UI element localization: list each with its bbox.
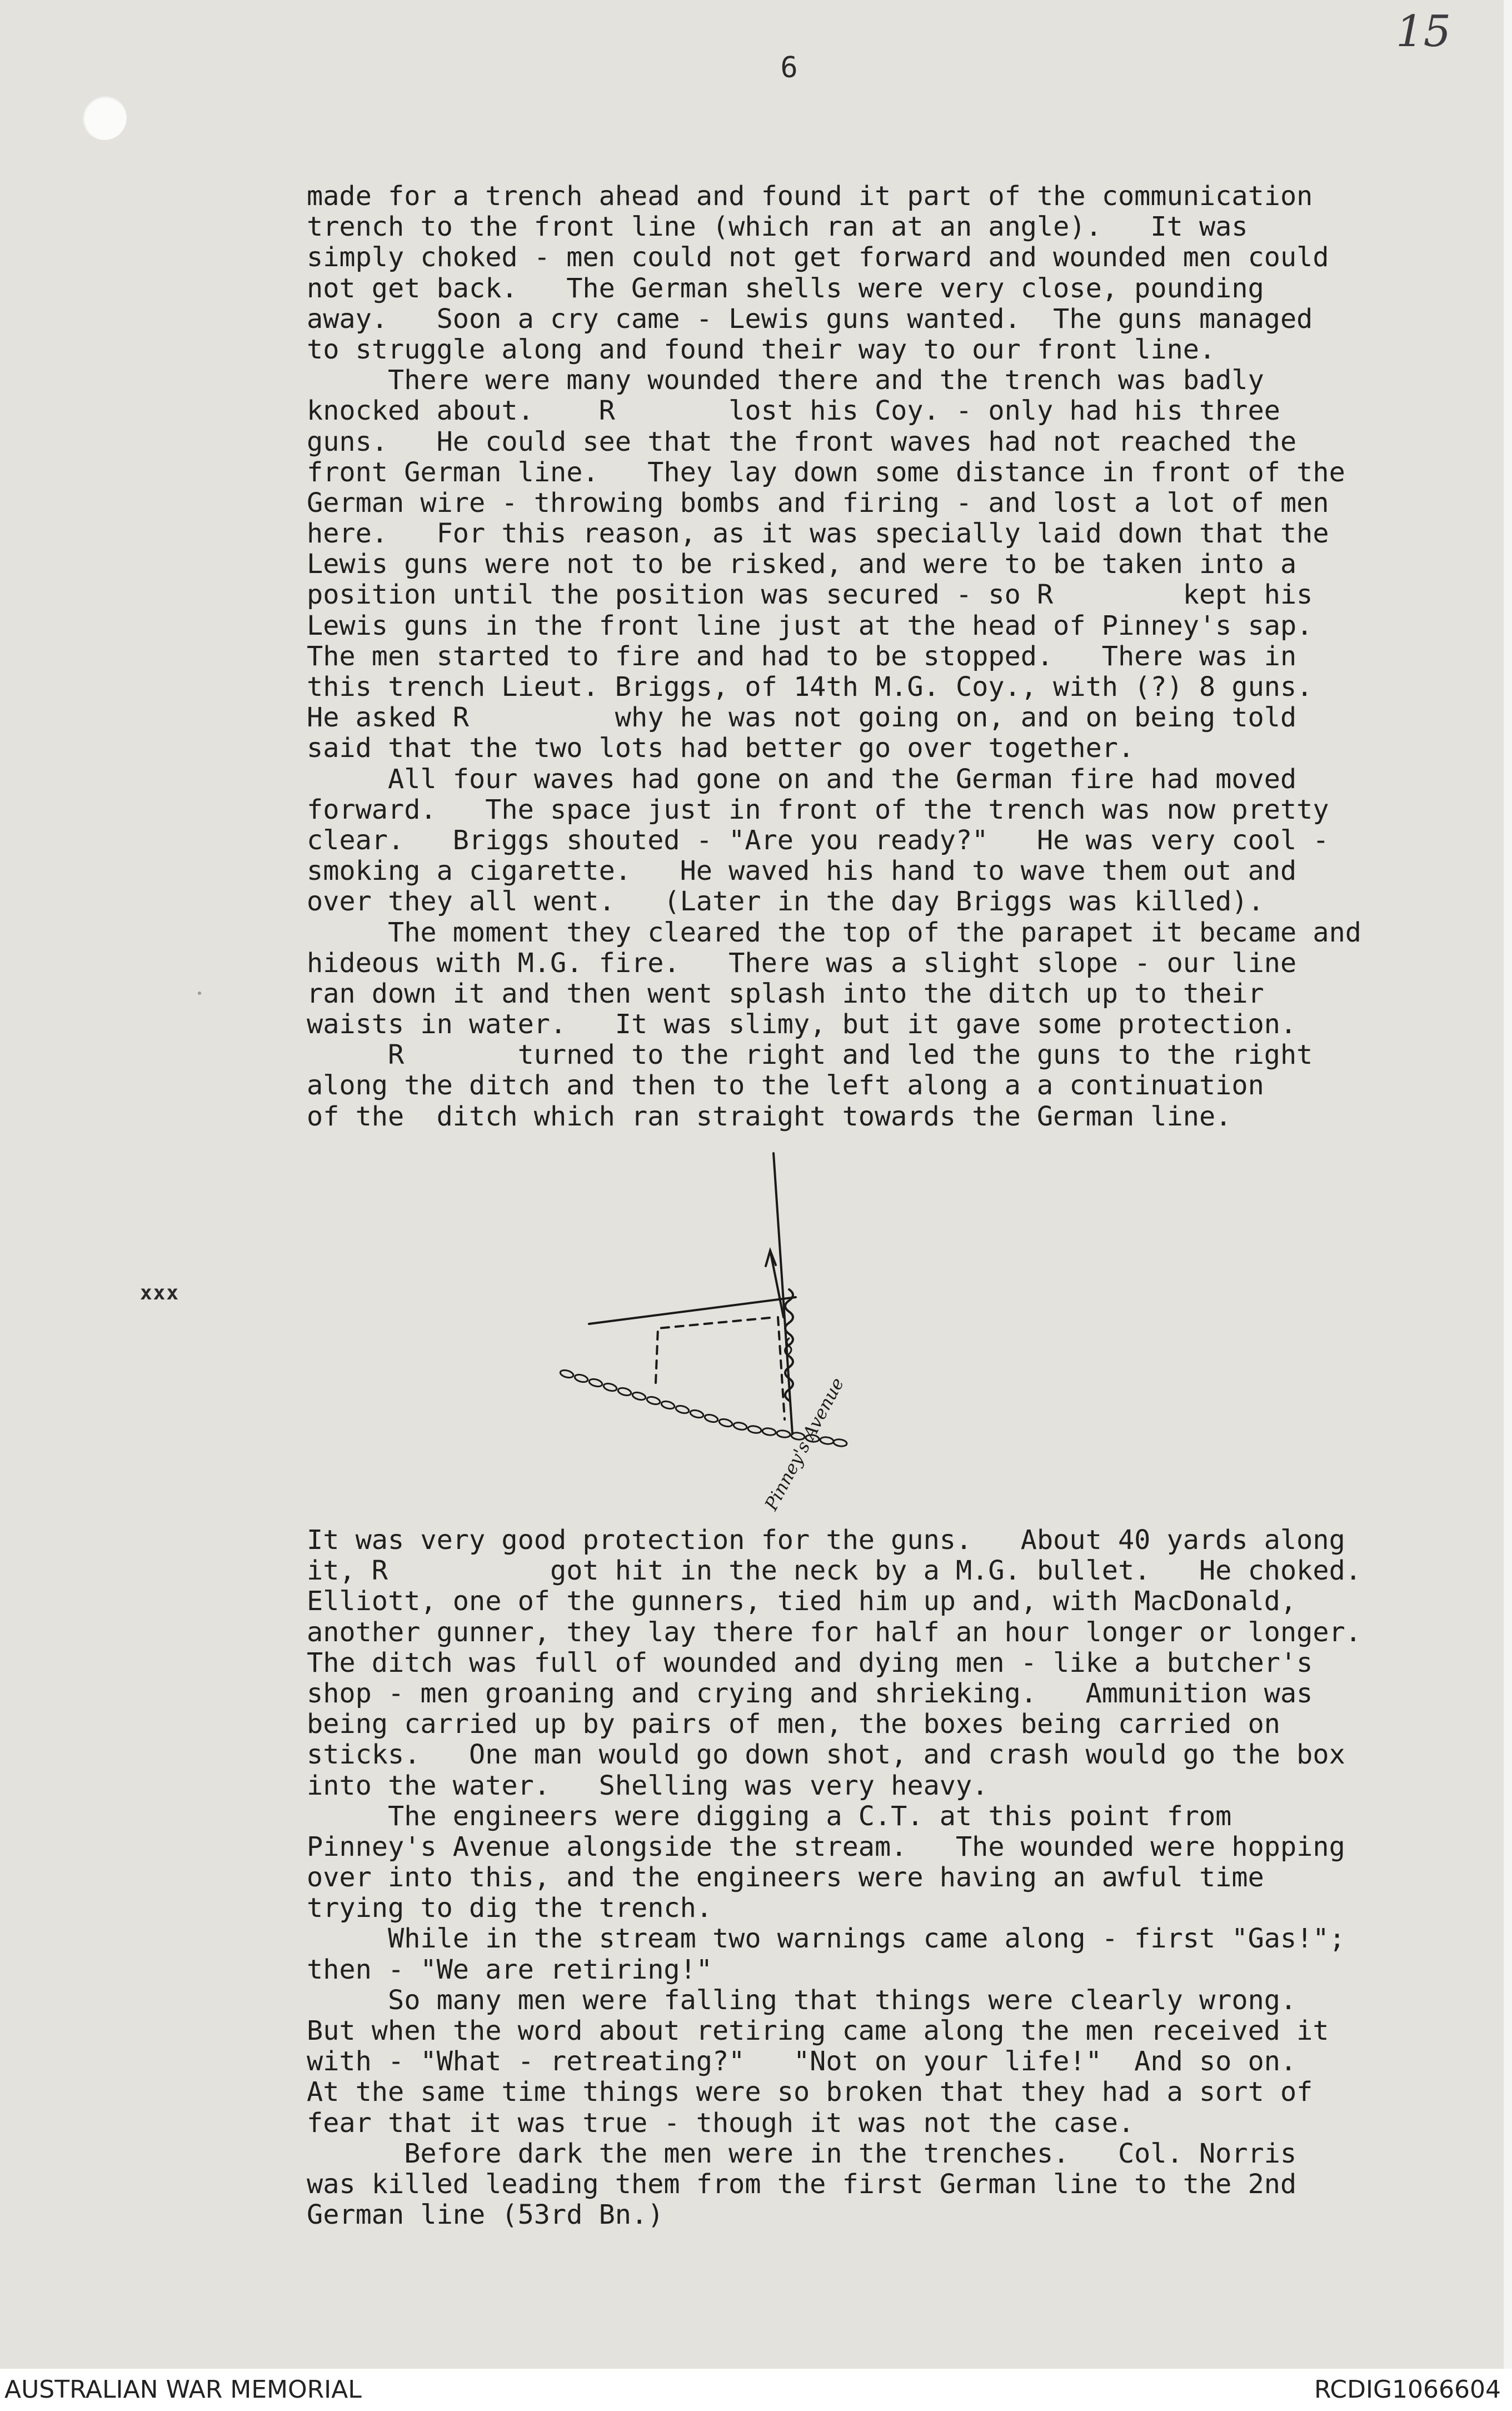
archive-footer — [0, 2369, 1512, 2411]
text-line: fear that it was true - though it was not the case. — [307, 2107, 1135, 2139]
text-line: another gunner, they lay there for half an hour longer or longer. — [307, 1616, 1361, 1648]
text-line: The men started to fire and had to be stopped. There was in — [307, 640, 1297, 672]
pinneys-avenue-label: Pinney's Avenue — [760, 1374, 849, 1514]
typed-text-upper — [307, 181, 1507, 1132]
text-line: hideous with M.G. fire. There was a slight slope - our line — [307, 947, 1297, 979]
trench-sketch-diagram — [556, 1150, 911, 1534]
text-line: sticks. One man would go down shot, and crash would go the box — [307, 1739, 1345, 1771]
text-line: front German line. They lay down some distance in front of the — [307, 456, 1345, 488]
text-line: shop - men groaning and crying and shrieking. Ammunition was — [307, 1677, 1313, 1709]
footer-institution: AUSTRALIAN WAR MEMORIAL — [4, 2375, 362, 2404]
text-line: ran down it and then went splash into the ditch up to their — [307, 978, 1264, 1009]
text-line: it, R got hit in the neck by a M.G. bullet. He choked. — [307, 1555, 1361, 1587]
text-line: being carried up by pairs of men, the boxes being carried on — [307, 1708, 1280, 1740]
dashed-route-down — [778, 1317, 785, 1419]
punch-hole — [82, 96, 127, 140]
text-line: over they all went. (Later in the day Briggs was killed). — [307, 886, 1264, 918]
text-line: All four waves had gone on and the German fire had moved — [307, 763, 1297, 795]
dashed-route — [656, 1317, 776, 1383]
text-line: away. Soon a cry came - Lewis guns wanted. The guns managed — [307, 303, 1313, 335]
text-line: along the ditch and then to the left along a a continuation — [307, 1070, 1264, 1102]
text-line: It was very good protection for the guns. About 40 yards along — [307, 1525, 1345, 1556]
text-line: The engineers were digging a C.T. at this point from — [307, 1800, 1232, 1832]
text-line: Lewis guns were not to be risked, and were to be taken into a — [307, 549, 1297, 580]
text-line: The ditch was full of wounded and dying men - like a butcher's — [307, 1647, 1313, 1678]
text-line: here. For this reason, as it was specially laid down that the — [307, 518, 1329, 550]
text-line: this trench Lieut. Briggs, of 14th M.G. Coy., with (?) 8 guns. — [307, 671, 1313, 703]
text-line: forward. The space just in front of the trench was now pretty — [307, 794, 1329, 825]
text-line: then - "We are retiring!" — [307, 1954, 712, 1985]
text-line: Pinney's Avenue alongside the stream. The wounded were hopping — [307, 1831, 1345, 1862]
text-line: smoking a cigarette. He waved his hand to wave them out and — [307, 855, 1297, 887]
text-line: He asked R why he was not going on, and on being told — [307, 702, 1297, 734]
text-line: There were many wounded there and the trench was badly — [307, 365, 1264, 396]
text-line: At the same time things were so broken that they had a sort of — [307, 2076, 1313, 2108]
text-line: R turned to the right and led the guns to the right — [307, 1039, 1313, 1071]
text-line: While in the stream two warnings came along - first "Gas!"; — [307, 1923, 1345, 1955]
text-line: to struggle along and found their way to our front line. — [307, 333, 1216, 365]
text-line: made for a trench ahead and found it part of the communication — [307, 181, 1313, 212]
text-line: German wire - throwing bombs and firing - and lost a lot of men — [307, 487, 1329, 519]
handwritten-folio-number: 15 — [1396, 7, 1451, 57]
text-line: knocked about. R lost his Coy. - only had his three — [307, 395, 1280, 427]
text-line: into the water. Shelling was very heavy. — [307, 1770, 989, 1801]
text-line: trench to the front line (which ran at an angle). It was — [307, 211, 1248, 243]
text-line: clear. Briggs shouted - "Are you ready?" He was very cool - — [307, 824, 1329, 856]
text-line: over into this, and the engineers were having an awful time — [307, 1862, 1264, 1894]
text-line: position until the position was secured - so R kept his — [307, 579, 1313, 611]
text-line: Before dark the men were in the trenches. Col. Norris — [307, 2138, 1297, 2169]
text-line: Lewis guns in the front line just at the head of Pinney's sap. — [307, 610, 1313, 641]
text-line: trying to dig the trench. — [307, 1892, 712, 1924]
text-line: of the ditch which ran straight towards the German line. — [307, 1100, 1232, 1132]
text-line: not get back. The German shells were very close, pounding — [307, 272, 1264, 304]
text-line: waists in water. It was slimy, but it gave some protection. — [307, 1009, 1297, 1040]
text-line: Elliott, one of the gunners, tied him up and, with MacDonald, — [307, 1586, 1297, 1617]
cross-line — [589, 1297, 796, 1324]
text-line: But when the word about retiring came along the men received it — [307, 2015, 1329, 2046]
text-line: So many men were falling that things were clearly wrong. — [307, 1984, 1297, 2016]
text-line: was killed leading them from the first German line to the 2nd — [307, 2168, 1297, 2200]
page-number: 6 — [780, 51, 798, 84]
text-line: The moment they cleared the top of the parapet it became and — [307, 916, 1361, 948]
text-line: with - "What - retreating?" "Not on your life!" And so on. — [307, 2046, 1297, 2078]
text-line: simply choked - men could not get forward and wounded men could — [307, 242, 1329, 273]
text-line: said that the two lots had better go over together. — [307, 733, 1135, 764]
margin-mark: xxx — [140, 1282, 180, 1304]
text-line: guns. He could see that the front waves had not reached the — [307, 426, 1297, 457]
margin-dot — [198, 992, 201, 995]
footer-record-id: RCDIG1066604 — [1314, 2375, 1501, 2404]
text-line: German line (53rd Bn.) — [307, 2199, 664, 2231]
typed-text-lower — [307, 1525, 1507, 2230]
